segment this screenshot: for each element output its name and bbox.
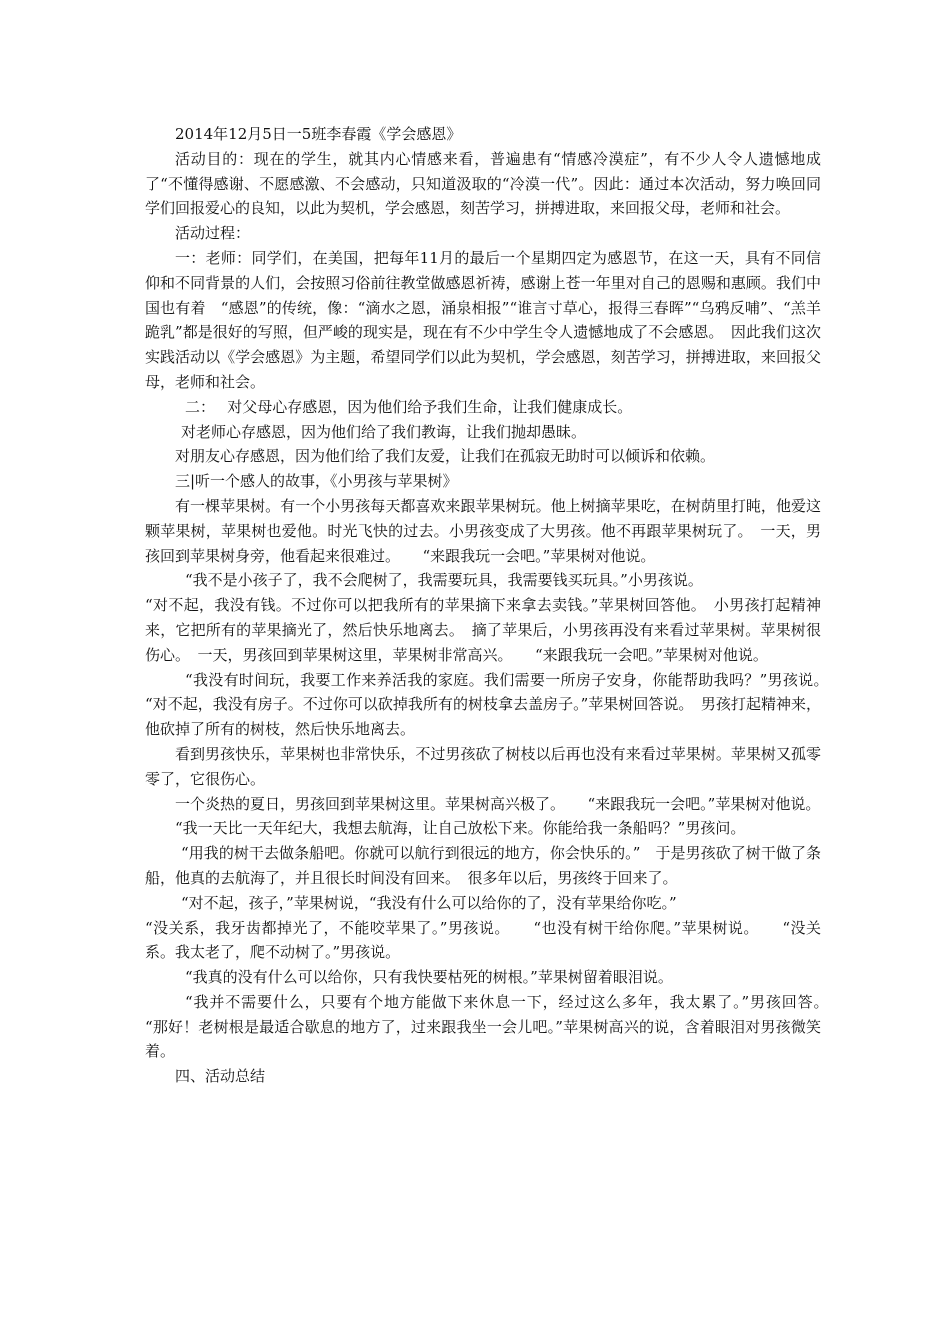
story-paragraph: “我不是小孩子了，我不会爬树了，我需要玩具，我需要钱买玩具。”小男孩说。	[185, 571, 703, 590]
section2-line-parents: 二： 对父母心存感恩，因为他们给予我们生命，让我们健康成长。	[185, 397, 633, 416]
section2-line-friends: 对朋友心存感恩，因为他们给了我们友爱，让我们在孤寂无助时可以倾诉和依赖。	[175, 447, 716, 466]
section1-paragraph: 一：老师：同学们，在美国，把每年11月的最后一个星期四定为感恩节，在这一天，具有不同信仰和不同背景的人们，会按照习俗前往教堂做感恩祈祷，感谢上苍一年里对自己的恩赐和惠顾。我们中国也有着 “感恩”的传统，像：“滴水之恩，涌泉相报”“谁言寸草心，报得三春晖”“乌鸦反哺”、“羔羊跪乳”都是很好的写照，但严峻的现实是，现在有不少中学生令人遗憾地成了不会感恩。 因此我们这次实践活动以《学会感恩》为主题，希望同学们以此为契机，学会感恩，刻苦学习，拼搏进取，来回报父母，老师和社会。	[145, 248, 821, 391]
section2-line-teachers: 对老师心存感恩，因为他们给了我们教诲，让我们抛却愚昧。	[181, 422, 587, 441]
document-body	[145, 122, 852, 1089]
story-paragraph: “对不起，我没有钱。不过你可以把我所有的苹果摘下来拿去卖钱。”苹果树回答他。 小男孩打起精神来，它把所有的苹果摘光了，然后快乐地离去。 摘了苹果后，小男孩再没有来看过苹果树。苹果树很伤心。 一天，男孩回到苹果树这里，苹果树非常高兴。 “来跟我玩一会吧。”苹果树对他说。	[145, 596, 821, 664]
story-paragraph: “没关系，我牙齿都掉光了，不能咬苹果了。”男孩说。 “也没有树干给你爬。”苹果树说。 “没关系。我太老了，爬不动树了。”男孩说。	[145, 918, 821, 962]
purpose-paragraph: 活动目的：现在的学生，就其内心情感来看，普遍患有“情感冷漠症”，有不少人令人遗憾地成了“不懂得感谢、不愿感激、不会感动，只知道汲取的“冷漠一代”。因此：通过本次活动，努力唤回同学们回报爱心的良知，以此为契机，学会感恩，刻苦学习，拼搏进取，来回报父母，老师和社会。	[145, 149, 821, 218]
document-title: 2014年12月5日一5班李春霞《学会感恩》	[175, 125, 462, 143]
story-paragraph: “我真的没有什么可以给你，只有我快要枯死的树根。”苹果树留着眼泪说。	[185, 968, 673, 987]
process-heading: 活动过程：	[175, 224, 251, 243]
story-paragraph: 看到男孩快乐，苹果树也非常快乐，不过男孩砍了树枝以后再也没有来看过苹果树。苹果树又孤零零了，它很伤心。	[145, 744, 821, 788]
story-paragraph: “用我的树干去做条船吧。你就可以航行到很远的地方，你会快乐的。” 于是男孩砍了树干做了条船，他真的去航海了，并且很长时间没有回来。 很多年以后，男孩终于回来了。	[145, 844, 821, 887]
story-paragraph: 一个炎热的夏日，男孩回到苹果树这里。苹果树高兴极了。 “来跟我玩一会吧。”苹果树对他说。	[175, 794, 821, 813]
section4-heading: 四、活动总结	[175, 1067, 266, 1086]
story-paragraph: “我并不需要什么，只要有个地方能做下来休息一下，经过这么多年，我太累了。”男孩回答。 “那好！老树根是最适合歇息的地方了，过来跟我坐一会儿吧。”苹果树高兴的说，含着眼泪对男孩微笑着。	[145, 992, 837, 1061]
section3-heading: 三|听一个感人的故事，《小男孩与苹果树》	[175, 472, 458, 491]
story-paragraph: “对不起，孩子，”苹果树说，“我没有什么可以给你的了，没有苹果给你吃。”	[181, 893, 677, 912]
story-paragraph: “我一天比一天年纪大，我想去航海，让自己放松下来。你能给我一条船吗？”男孩问。	[175, 819, 746, 838]
story-paragraph: 有一棵苹果树。有一个小男孩每天都喜欢来跟苹果树玩。他上树摘苹果吃，在树荫里打盹，他爱这颗苹果树，苹果树也爱他。时光飞快的过去。小男孩变成了大男孩。他不再跟苹果树玩了。 一天，男孩回到苹果树身旁，他看起来很难过。 “来跟我玩一会吧。”苹果树对他说。	[145, 496, 821, 565]
story-paragraph: “我没有时间玩，我要工作来养活我的家庭。我们需要一所房子安身，你能帮助我吗？”男孩说。 “对不起，我没有房子。不过你可以砍掉我所有的树枝拿去盖房子。”苹果树回答说。 男孩打起精神来，他砍掉了所有的树枝，然后快乐地离去。	[145, 670, 852, 739]
